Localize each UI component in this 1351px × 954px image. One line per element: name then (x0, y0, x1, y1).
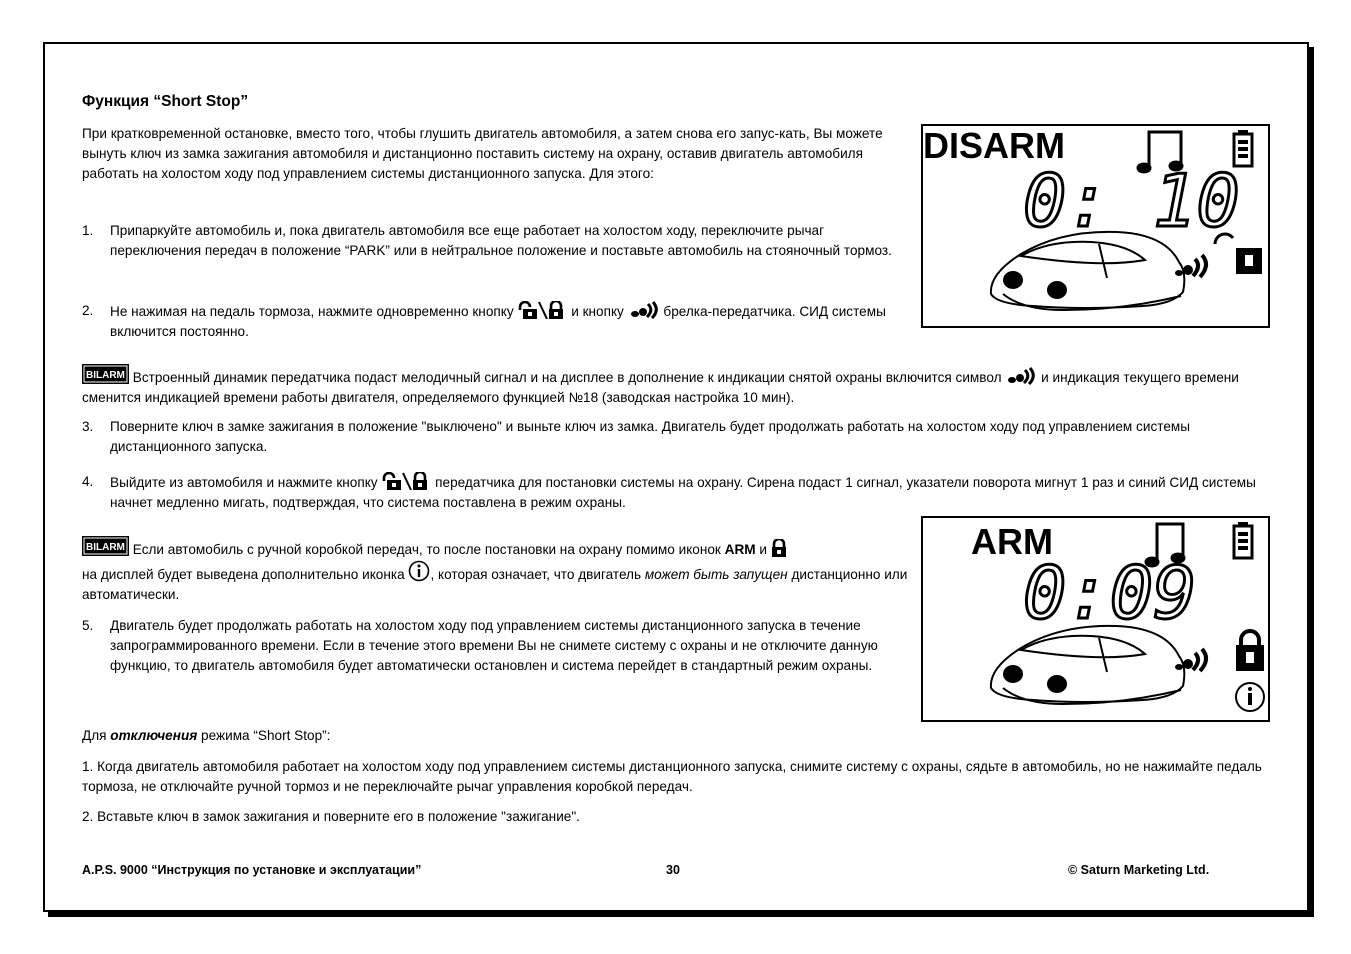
step-text: Двигатель будет продолжать работать на холостом ходу под управлением системы дистанционного запуска в течение запрограммированного времени. Если в течение этого времени Вы не снимете систему с охраны и не отключите данную функцию, то двигатель автомобиля будет автоматически остановлен и система перейдет в стандартный режим охраны. (110, 618, 878, 673)
step-text: Не нажимая на педаль тормоза, нажмите одновременно кнопку (110, 304, 514, 319)
step-text: Припаркуйте автомобиль и, пока двигатель автомобиля все еще работает на холостом ходу, переключите рычаг переключения передач в положение “PARK” или в нейтральное положение и поставьте автомобиль на стояночный тормоз. (110, 223, 892, 258)
unlock-lock-button-icon (517, 301, 567, 319)
lock-icon (1236, 631, 1264, 671)
lcd-display-disarm (921, 124, 1270, 328)
remote-start-signal-icon (1175, 255, 1206, 277)
disable-step-2: 2. Вставьте ключ в замок зажигания и поверните его в положение "зажигание". (82, 809, 580, 824)
info-icon (1236, 683, 1264, 711)
disable-heading (82, 726, 908, 746)
step-3 (82, 417, 1268, 457)
note-1 (82, 364, 1268, 408)
battery-icon (1234, 522, 1252, 558)
lock-icon (1236, 248, 1262, 274)
intro-paragraph: При кратковременной остановке, вместо того, чтобы глушить двигатель автомобиля, а затем снова его запус-кать, Вы можете вынуть ключ из замка зажигания автомобиля и дистанционно поставить систему на охрану, оставив двигатель автомобиля работать на холостом ходу под управлением системы дистанционного запуска. Для этого: (82, 126, 883, 181)
remote-start-signal-icon (1175, 649, 1206, 671)
step-text: Поверните ключ в замке зажигания в положение "выключено" и выньте ключ из замка. Двигатель будет продолжать работать на холостом ходу под управлением системы дистанционного запуска. (110, 419, 1190, 454)
disable-bold-text: отключения (110, 728, 198, 743)
note-text: , которая означает, что двигатель (430, 567, 642, 582)
logo-text: BILARM (86, 370, 125, 381)
note-text: на дисплей будет выведена дополнительно иконка (82, 567, 405, 582)
step-number: 5. (82, 618, 94, 633)
display-time-text: 0:09 (1023, 551, 1197, 635)
section-title: Функция “Short Stop” (82, 93, 249, 110)
step-text: Выйдите из автомобиля и нажмите кнопку (110, 475, 378, 490)
display-mode-text: DISARM (923, 126, 1065, 166)
footer-right: © Saturn Marketing Ltd. (1068, 863, 1210, 877)
note-text: Если автомобиль с ручной коробкой передач, то после постановки на охрану помимо иконок (132, 542, 721, 557)
note-text: дистанционно или автоматически. (82, 567, 908, 602)
note-text: и (759, 542, 767, 557)
disable-text: режима “Short Stop”: (201, 728, 331, 743)
remote-start-icon (1005, 367, 1037, 385)
footer-left: A.P.S. 9000 “Инструкция по установке и эксплуатации” (82, 863, 422, 877)
step-number: 1. (82, 223, 94, 238)
unlock-lock-button-icon (381, 472, 431, 490)
display-time-text: 0: 10 (1023, 159, 1240, 243)
note-text: Встроенный динамик передатчика подаст мелодичный сигнал и на дисплее в дополнение к индикации снятой охраны включится символ (132, 370, 1002, 385)
step-5 (82, 616, 908, 676)
disable-step-1: 1. Когда двигатель автомобиля работает на холостом ходу под управлением системы дистанционного запуска, снимите систему с охраны, сядьте в автомобиль, но не нажимайте педаль тормоза, не отключайте ручной тормоз и не переключайте рычаг управления коробкой передач. (82, 759, 1262, 794)
step-1 (82, 221, 908, 261)
car-icon (991, 232, 1184, 310)
logo-text: BILARM (86, 542, 125, 553)
step-text: передатчика для постановки системы на охрану. Сирена подаст 1 сигнал, указатели поворота мигнут 1 раз и синий СИД системы начнет медленно мигать, подтверждая, что система поставлена в режим охраны. (110, 475, 1256, 510)
step-text: и кнопку (571, 304, 624, 319)
remote-start-button-icon (628, 301, 660, 319)
lock-icon (771, 539, 787, 557)
bilarm-logo-icon (82, 364, 129, 384)
note-2 (82, 536, 908, 605)
info-icon (408, 560, 430, 582)
bilarm-logo-icon (82, 536, 129, 556)
step-number: 2. (82, 303, 94, 318)
arm-word: ARM (724, 542, 756, 557)
car-icon (991, 626, 1184, 704)
display-mode-text: ARM (971, 521, 1053, 562)
step-number: 4. (82, 474, 94, 489)
lcd-display-arm (921, 516, 1270, 722)
step-4 (82, 472, 1268, 513)
note-italic-text: может быть запущен (644, 567, 788, 582)
page-number: 30 (666, 863, 680, 877)
step-number: 3. (82, 419, 94, 434)
note-text: и индикация текущего времени сменится индикацией времени работы двигателя, определяемого функцией №18 (заводская настройка 10 мин). (82, 370, 1239, 405)
disable-text: Для (82, 728, 107, 743)
step-text: брелка-передатчика. СИД системы включится постоянно. (110, 304, 886, 339)
step-2 (82, 301, 908, 342)
